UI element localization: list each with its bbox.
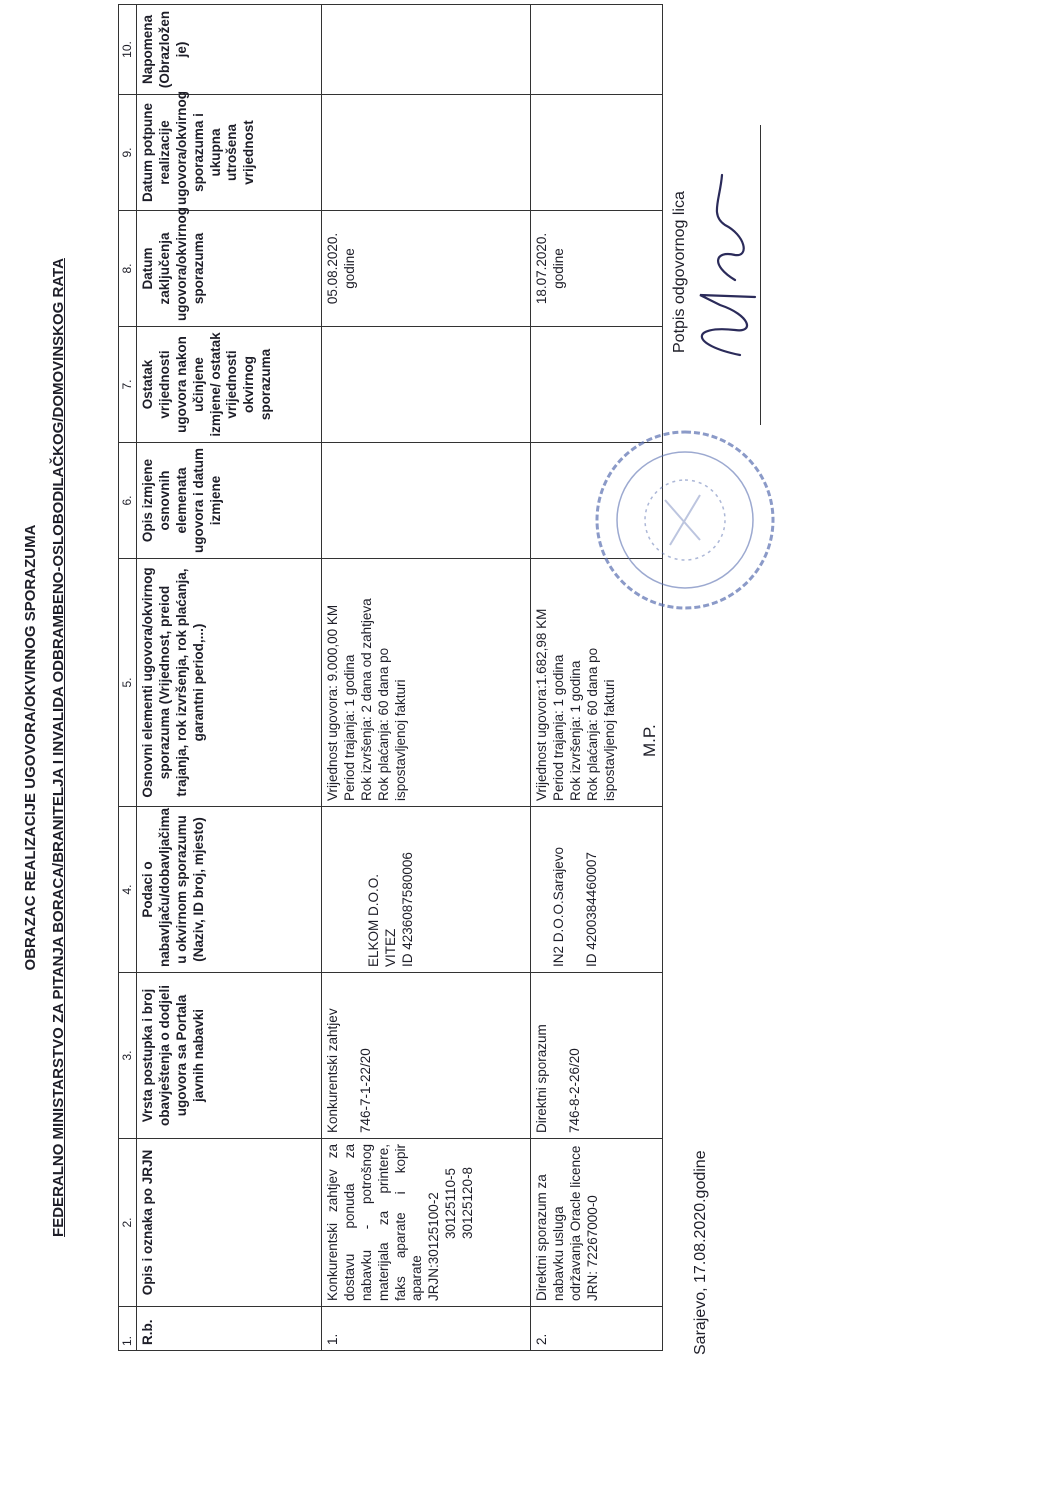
opis-text: Direktni sporazum za nabavku usluga održavanja Oracle licence bbox=[534, 1145, 583, 1301]
column-number: 4. bbox=[119, 807, 137, 973]
cell-izmjena bbox=[322, 443, 531, 559]
header-dobavljac: Podaci o nabavljaču/dobavljačima u okvirnom sporazumu (Naziv, ID broj, mjesto) bbox=[137, 807, 322, 973]
postupak-type: Konkurentski zahtjev bbox=[325, 1008, 340, 1133]
jrjn-code: JRJN:30125100-2 bbox=[426, 1192, 442, 1301]
column-number: 7. bbox=[119, 327, 137, 443]
date-value: 05.08.2020. bbox=[325, 232, 340, 305]
postupak-type: Direktni sporazum bbox=[534, 1024, 549, 1133]
realization-table bbox=[118, 4, 663, 1351]
date-suffix: godine bbox=[341, 248, 357, 289]
cell-ostatak bbox=[322, 327, 531, 443]
handwritten-signature bbox=[680, 145, 770, 375]
cell-datum-realizacije bbox=[531, 95, 663, 211]
element-line: Vrijednost ugovora:1.682,98 KM bbox=[534, 608, 549, 801]
document-title: OBRAZAC REALIZACIJE UGOVORA/OKVIRNOG SPORAZUMA bbox=[22, 524, 39, 971]
supplier-id: ID 4200384460007 bbox=[583, 852, 599, 967]
official-stamp bbox=[590, 425, 780, 615]
header-napomena: Napomena (Obrazložen je) bbox=[137, 5, 322, 95]
element-line: Vrijednost ugovora: 9.000,00 KM bbox=[325, 604, 340, 801]
header-opis: Opis i oznaka po JRJN bbox=[137, 1139, 322, 1307]
header-row bbox=[137, 5, 322, 1351]
column-number: 6. bbox=[119, 443, 137, 559]
header-datum-zakljucenja: Datum zaključenja ugovora/okvirnog sporazuma bbox=[137, 211, 322, 327]
cell-datum-zakljucenja bbox=[322, 211, 531, 327]
element-line: Period trajanja: 1 godina bbox=[550, 654, 566, 801]
supplier-name: IN2 D.O.O.Sarajevo bbox=[551, 846, 566, 967]
header-rb: R.b. bbox=[137, 1307, 322, 1351]
cell-dobavljac bbox=[322, 807, 531, 973]
postupak-number: 746-7-1-22/20 bbox=[357, 1048, 373, 1133]
cell-postupak bbox=[322, 973, 531, 1139]
jrjn-code: 30125110-5 bbox=[443, 1167, 459, 1239]
column-number-row bbox=[119, 5, 137, 1351]
column-number: 9. bbox=[119, 95, 137, 211]
header-vrsta-postupka: Vrsta postupka i broj obavještenja o dodjeli ugovora sa Portala javnih nabavki bbox=[137, 973, 322, 1139]
place-and-date: Sarajevo, 17.08.2020.godine bbox=[692, 1150, 709, 1355]
cell-postupak bbox=[531, 973, 663, 1139]
cell-opis bbox=[322, 1139, 531, 1307]
column-number: 3. bbox=[119, 973, 137, 1139]
cell-napomena bbox=[322, 5, 531, 95]
cell-opis bbox=[531, 1139, 663, 1307]
document-subtitle: FEDERALNO MINISTARSTVO ZA PITANJA BORACA/BRANITELJA I INVALIDA ODBRAMBENO-OSLOBODILAČKOG/DOMOVINSKOG RATA bbox=[50, 258, 67, 1237]
supplier-city: VITEZ bbox=[382, 928, 398, 967]
supplier-name: ELKOM D.O.O. bbox=[366, 873, 381, 967]
cell-datum-realizacije bbox=[322, 95, 531, 211]
mp-label: M.P. bbox=[640, 724, 659, 757]
element-line: Rok plaćanja: 60 dana po ispostavljenoj fakturi bbox=[375, 647, 408, 801]
table-row bbox=[322, 5, 531, 1351]
cell-elementi bbox=[322, 559, 531, 807]
cell-dobavljac bbox=[531, 807, 663, 973]
column-number: 2. bbox=[119, 1139, 137, 1307]
header-datum-realizacije: Datum potpune realizacije ugovora/okvirnog sporazuma i ukupna utrošena vrijednost bbox=[137, 95, 322, 211]
signature-label: Potpis odgovornog lica bbox=[671, 191, 688, 353]
element-line: Rok izvršenja: 1 godina bbox=[567, 660, 583, 801]
element-line: Period trajanja: 1 godina bbox=[341, 654, 357, 801]
column-number: 10. bbox=[119, 5, 137, 95]
supplier-id: ID 4236087580006 bbox=[399, 852, 415, 967]
cell-datum-zakljucenja bbox=[531, 211, 663, 327]
column-number: 5. bbox=[119, 559, 137, 807]
jrjn-code: JRN: 72267000-0 bbox=[584, 1195, 600, 1301]
table-row bbox=[531, 5, 663, 1351]
element-line: Rok izvršenja: 2 dana od zahtjeva bbox=[358, 598, 374, 801]
cell-napomena bbox=[531, 5, 663, 95]
date-value: 18.07.2020. bbox=[534, 232, 549, 305]
date-suffix: godine bbox=[550, 248, 566, 289]
postupak-number: 746-8-2-26/20 bbox=[566, 1048, 582, 1133]
jrjn-code: 30125120-8 bbox=[460, 1166, 475, 1239]
cell-rb: 1. bbox=[322, 1307, 531, 1351]
header-opis-izmjene: Opis izmjene osnovnih elemenata ugovora i datum izmjene bbox=[137, 443, 322, 559]
header-ostatak-vrijednosti: Ostatak vrijednosti ugovora nakon učinjene izmjene/ ostatak vrijednosti okvirnog sporazuma bbox=[137, 327, 322, 443]
column-number: 1. bbox=[119, 1307, 137, 1351]
header-osnovni-elementi: Osnovni elementi ugovora/okvirnog sporazuma (Vrijednost, preiod trajanja, rok izvršenja, rok plaćanja, garantni period,...) bbox=[137, 559, 322, 807]
opis-text: Konkurentski zahtjev za dostavu ponuda za nabavku - potrošnog materijala za printere, faks aparate i kopir aparate bbox=[325, 1144, 425, 1301]
column-number: 8. bbox=[119, 211, 137, 327]
element-line: Rok plaćanja: 60 dana po ispostavljenoj fakturi bbox=[584, 647, 617, 801]
cell-rb: 2. bbox=[531, 1307, 663, 1351]
